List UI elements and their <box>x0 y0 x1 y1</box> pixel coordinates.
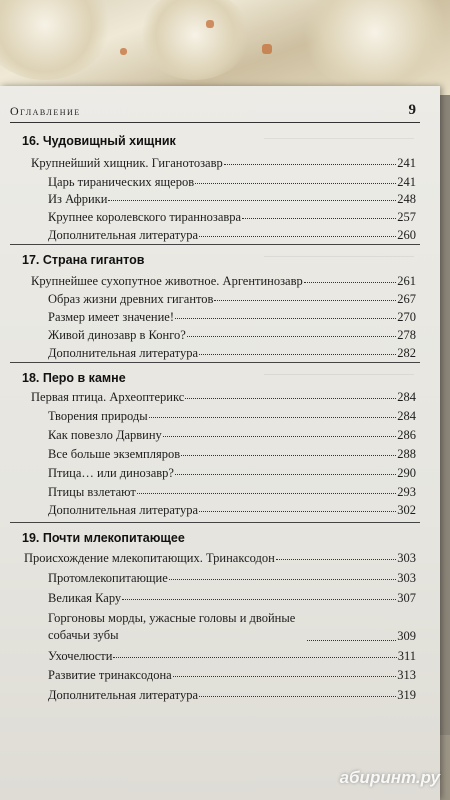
entry-title: Протомлекопитающие <box>48 571 168 585</box>
toc-entry <box>48 175 416 190</box>
watermark: абиринт.ру <box>339 768 440 787</box>
entry-page: 309 <box>397 629 416 643</box>
toc-entry <box>48 610 416 644</box>
toc-entry <box>31 274 416 289</box>
running-header <box>10 102 420 123</box>
book-page <box>0 86 440 800</box>
entry-title: Дополнительная литература <box>48 228 198 242</box>
entry-title: Дополнительная литература <box>48 503 198 517</box>
entry-page: 241 <box>397 156 416 170</box>
entry-title: Дополнительная литература <box>48 346 198 360</box>
toc-entry <box>48 591 416 606</box>
toc-entry <box>31 390 416 405</box>
toc-entry <box>48 292 416 307</box>
entry-page: 290 <box>397 466 416 480</box>
toc-entry <box>48 466 416 481</box>
entry-page: 303 <box>397 551 416 565</box>
entry-title: Крупнейшее сухопутное животное. Аргентинозавр <box>31 274 303 288</box>
entry-page: 319 <box>397 688 416 702</box>
toc-entry <box>48 649 416 664</box>
entry-title: Происхождение млекопитающих. Тринаксодон <box>24 551 275 565</box>
entry-page: 311 <box>397 649 416 663</box>
fabric-accent <box>206 20 214 28</box>
entry-page: 260 <box>397 228 416 242</box>
toc-entry <box>48 571 416 586</box>
entry-page: 286 <box>397 428 416 442</box>
entry-title: Птица… или динозавр? <box>48 466 174 480</box>
toc-entry <box>48 485 416 500</box>
entry-title: Живой динозавр в Конго? <box>48 328 186 342</box>
toc-entry <box>48 346 416 361</box>
entry-title: Крупнейший хищник. Гиганотозавр <box>31 156 223 170</box>
toc-entry <box>24 551 416 566</box>
entry-title: Творения природы <box>48 409 148 423</box>
toc-entry <box>48 192 416 207</box>
entry-page: 261 <box>397 274 416 288</box>
entry-page: 284 <box>397 409 416 423</box>
toc-entry <box>48 228 416 243</box>
fabric-accent <box>120 48 127 55</box>
entry-title: Образ жизни древних гигантов <box>48 292 214 306</box>
toc-entry <box>48 428 416 443</box>
entry-page: 282 <box>397 346 416 360</box>
entry-title: Ухочелюсти <box>48 649 113 663</box>
fabric-accent <box>262 44 272 54</box>
entry-title: Птицы взлетают <box>48 485 136 499</box>
entry-page: 278 <box>397 328 416 342</box>
toc-entry <box>48 310 416 325</box>
entry-page: 288 <box>397 447 416 461</box>
entry-page: 270 <box>397 310 416 324</box>
toc-entry <box>48 328 416 343</box>
entry-page: 241 <box>397 175 416 189</box>
entry-title: Все больше экземпляров <box>48 447 181 461</box>
toc-entry <box>48 409 416 424</box>
toc-entry <box>48 668 416 683</box>
entry-page: 257 <box>397 210 416 224</box>
entry-page: 284 <box>397 390 416 404</box>
chapter-title: 19. Почти млекопитающее <box>22 531 185 545</box>
chapter-title: 17. Страна гигантов <box>22 253 145 267</box>
entry-title: Развитие тринаксодона <box>48 668 172 682</box>
entry-title: Как повезло Дарвину <box>48 428 162 442</box>
entry-page: 307 <box>397 591 416 605</box>
toc-entry <box>48 447 416 462</box>
entry-title: Из Африки <box>48 192 108 206</box>
entry-page: 267 <box>397 292 416 306</box>
chapter-title: 18. Перо в камне <box>22 371 126 385</box>
toc-entry <box>48 210 416 225</box>
entry-title: Дополнительная литература <box>48 688 198 702</box>
entry-title: Горгоновы морды, ужасные головы и двойные собачьи зубы <box>48 611 296 642</box>
toc-entry <box>31 156 416 171</box>
entry-title: Великая Кару <box>48 591 122 605</box>
entry-page: 313 <box>397 668 416 682</box>
entry-page: 293 <box>397 485 416 499</box>
running-header-title: Оглавление <box>10 104 81 118</box>
entry-title: Размер имеет значение! <box>48 310 174 324</box>
entry-title: Первая птица. Археоптерикс <box>31 390 185 404</box>
entry-page: 303 <box>397 571 416 585</box>
toc-entry <box>48 503 416 518</box>
toc-entry <box>48 688 416 703</box>
entry-title: Царь тиранических ящеров <box>48 175 195 189</box>
chapter-title: 16. Чудовищный хищник <box>22 134 176 148</box>
entry-page: 248 <box>397 192 416 206</box>
entry-page: 302 <box>397 503 416 517</box>
page-number: 9 <box>408 102 416 118</box>
entry-title: Крупнее королевского тираннозавра <box>48 210 242 224</box>
